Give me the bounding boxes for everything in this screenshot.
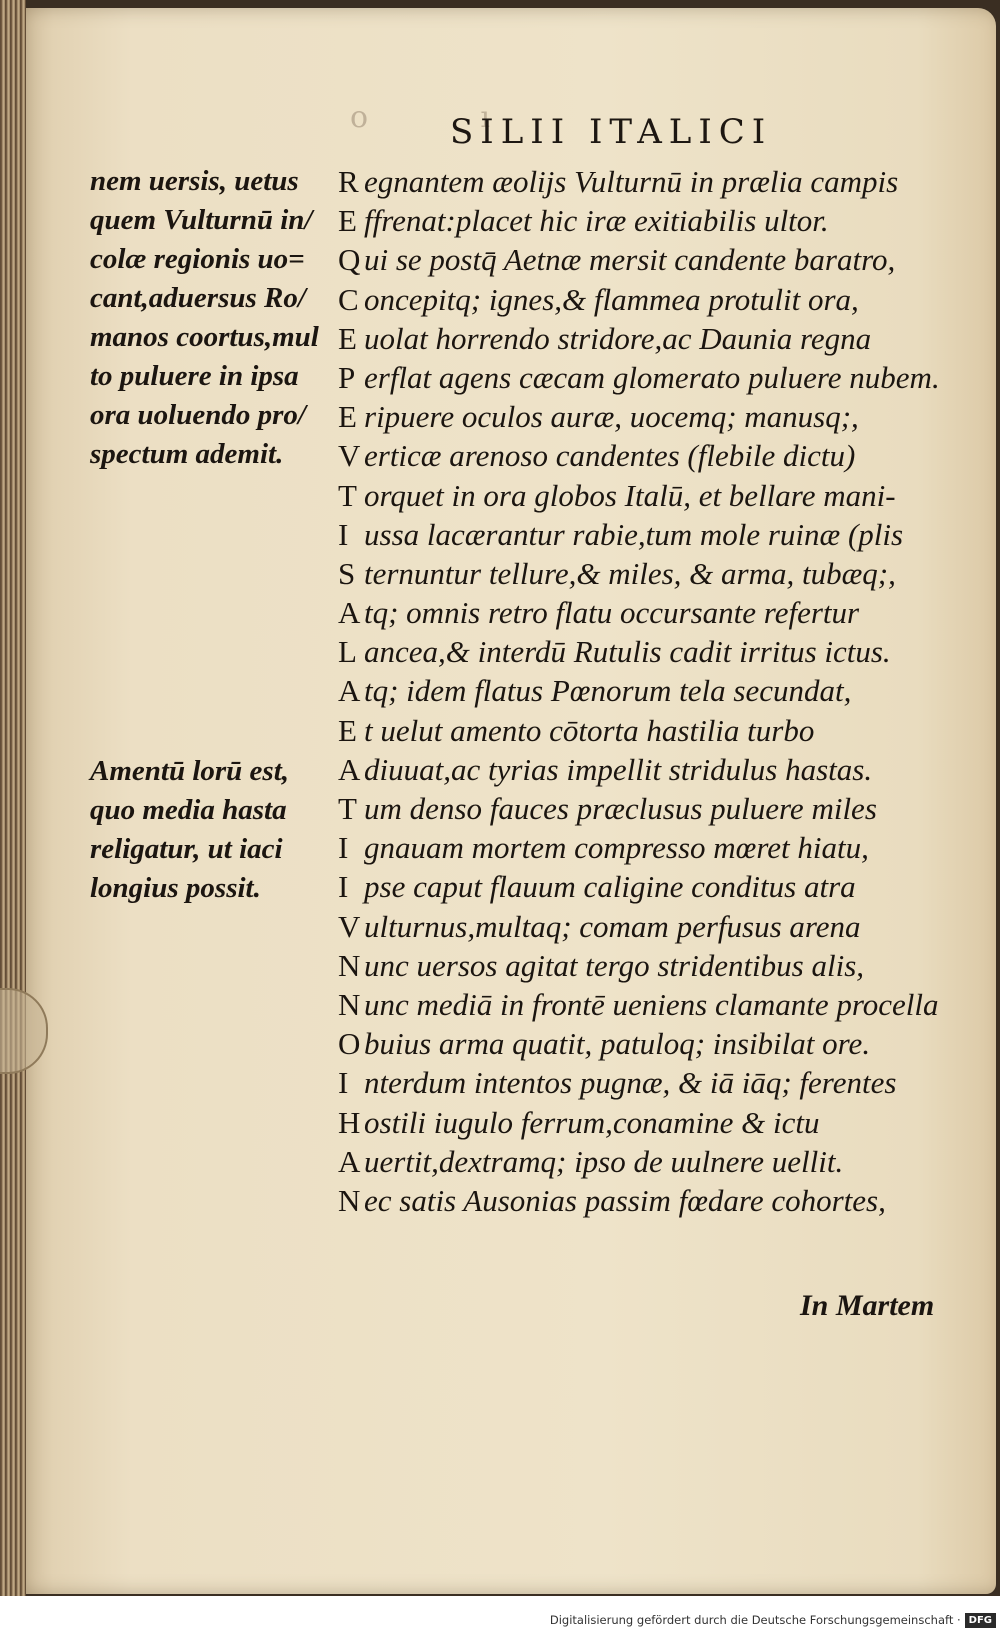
running-head: SILII ITALICI (450, 112, 773, 152)
verse-text: t uelut amento cōtorta hastilia turbo (364, 712, 815, 748)
verse-initial: H (338, 1104, 361, 1140)
verse-initial: A (338, 1143, 361, 1179)
marginal-note-line: manos coortus,mul (90, 321, 319, 353)
marginal-note-line: cant,aduersus Ro/ (90, 282, 306, 314)
verse-line (338, 476, 958, 515)
verse-line (338, 671, 958, 710)
verse-initial: I (338, 516, 349, 552)
verse-line (338, 828, 958, 867)
marginal-note-line: Amentū lorū est, (90, 755, 290, 787)
verse-line (338, 711, 958, 750)
verse-line (338, 1142, 958, 1181)
verse-line (338, 280, 958, 319)
verse-text: erflat agens cæcam glomerato puluere nubem. (364, 359, 940, 395)
verse-text: tq; omnis retro flatu occursante refertur (364, 595, 860, 631)
verse-initial: E (338, 399, 357, 435)
verse-line (338, 1181, 958, 1220)
verse-text: ec satis Ausonias passim fœdare cohortes, (364, 1182, 886, 1218)
verse-text: buius arma quatit, patuloq; insibilat ore. (364, 1026, 871, 1062)
verse-text: ussa lacærantur rabie,tum mole ruinæ (plis (364, 516, 904, 552)
verse-text: erticæ arenoso candentes (flebile dictu) (364, 438, 856, 474)
verse-line (338, 397, 958, 436)
verse-text: unc mediā in frontē ueniens clamante procella (364, 986, 939, 1022)
verse-initial: I (338, 830, 349, 866)
verse-initial: E (338, 203, 357, 239)
verse-line (338, 1103, 958, 1142)
verse-line (338, 201, 958, 240)
verse-initial: L (338, 634, 357, 670)
verse-initial: R (338, 164, 359, 199)
verse-line (338, 515, 958, 554)
verse-initial: E (338, 712, 357, 748)
verse-text: uertit,dextramq; ipso de uulnere uellit. (364, 1143, 844, 1179)
verse-initial: O (338, 1026, 361, 1062)
verse-text: ancea,& interdū Rutulis cadit irritus ictus. (364, 634, 891, 670)
bleed-through-ghost: o ı (350, 100, 494, 135)
verse-initial: A (338, 673, 361, 709)
verse-line (338, 593, 958, 632)
verse-text: ffrenat:placet hic iræ exitiabilis ultor. (364, 203, 829, 239)
verse-text: nterdum intentos pugnæ, & iā iāq; ferentes (364, 1065, 897, 1101)
verse-initial: S (338, 555, 356, 591)
verse-text: orquet in ora globos Italū, et bellare mani- (364, 477, 896, 513)
verse-initial: A (338, 595, 361, 631)
verse-line (338, 162, 958, 201)
verse-line (338, 358, 958, 397)
verse-line (338, 946, 958, 985)
marginal-note-line: religatur, ut iaci (90, 833, 283, 865)
marginal-note-line: spectum ademit. (90, 438, 284, 470)
verse-line (338, 985, 958, 1024)
verse-text: ripuere oculos auræ, uocemq; manusq;, (364, 399, 859, 435)
marginal-note-vulturnus (90, 162, 330, 474)
verse-initial: Q (338, 242, 361, 278)
verse-line (338, 867, 958, 906)
verse-text: diuuat,ac tyrias impellit stridulus hastas. (364, 751, 873, 787)
footer-credit-text: Digitalisierung gefördert durch die Deutsche Forschungsgemeinschaft · (549, 1613, 961, 1627)
verse-text: ostili iugulo ferrum,conamine & ictu (364, 1104, 820, 1140)
digitization-footer (550, 1611, 996, 1629)
marginal-note-line: quem Vulturnū in/ (90, 204, 313, 236)
verse-text: oncepitq; ignes,& flammea protulit ora, (364, 281, 859, 317)
verse-line (338, 1024, 958, 1063)
verse-text: ternuntur tellure,& miles, & arma, tubæq;, (364, 555, 896, 591)
verse-line (338, 436, 958, 475)
marginal-note-line: longius possit. (90, 872, 261, 904)
verse-text: ulturnus,multaq; comam perfusus arena (364, 908, 861, 944)
verse-text: um denso fauces præclusus puluere miles (364, 791, 877, 826)
marginal-note-line: colæ regionis uo= (90, 243, 305, 275)
marginal-note-line: quo media hasta (90, 794, 287, 826)
marginal-note-line: to puluere in ipsa (90, 360, 299, 392)
verse-initial: E (338, 320, 357, 356)
verse-line (338, 1063, 958, 1102)
marginal-note-line: nem uersis, uetus (90, 165, 299, 197)
verse-initial: T (338, 477, 357, 513)
verse-text: tq; idem flatus Pœnorum tela secundat, (364, 673, 852, 709)
verse-text: uolat horrendo stridore,ac Daunia regna (364, 320, 872, 356)
verse-initial: N (338, 986, 361, 1022)
verse-line (338, 554, 958, 593)
verse-initial: P (338, 359, 356, 395)
verse-initial: I (338, 869, 349, 905)
verse-line (338, 750, 958, 789)
marginal-note-line: ora uoluendo pro/ (90, 399, 306, 431)
verse-initial: I (338, 1065, 349, 1101)
verse-line (338, 907, 958, 946)
verse-text: egnantem æolijs Vulturnū in prælia campis (364, 164, 899, 199)
verse-block (338, 162, 958, 1220)
verse-text: gnauam mortem compresso mœret hiatu, (364, 830, 869, 866)
verse-line (338, 632, 958, 671)
verse-text: ui se postq̄ Aetnæ mersit candente baratro, (364, 242, 896, 278)
verse-line (338, 240, 958, 279)
verse-initial: C (338, 281, 359, 317)
verse-initial: N (338, 947, 361, 983)
verse-initial: A (338, 751, 361, 787)
verse-initial: N (338, 1182, 361, 1218)
catchword: In Martem (800, 1289, 935, 1322)
verse-line (338, 789, 958, 828)
verse-line (338, 319, 958, 358)
marginal-note-amentum (90, 752, 330, 908)
verse-initial: V (338, 908, 361, 944)
verse-initial: T (338, 791, 357, 826)
book-binding-edge (0, 0, 26, 1596)
dfg-logo-icon: DFG (965, 1613, 996, 1628)
verse-initial: V (338, 438, 361, 474)
verse-text: pse caput flauum caligine conditus atra (364, 869, 856, 905)
verse-text: unc uersos agitat tergo stridentibus alis, (364, 947, 865, 983)
